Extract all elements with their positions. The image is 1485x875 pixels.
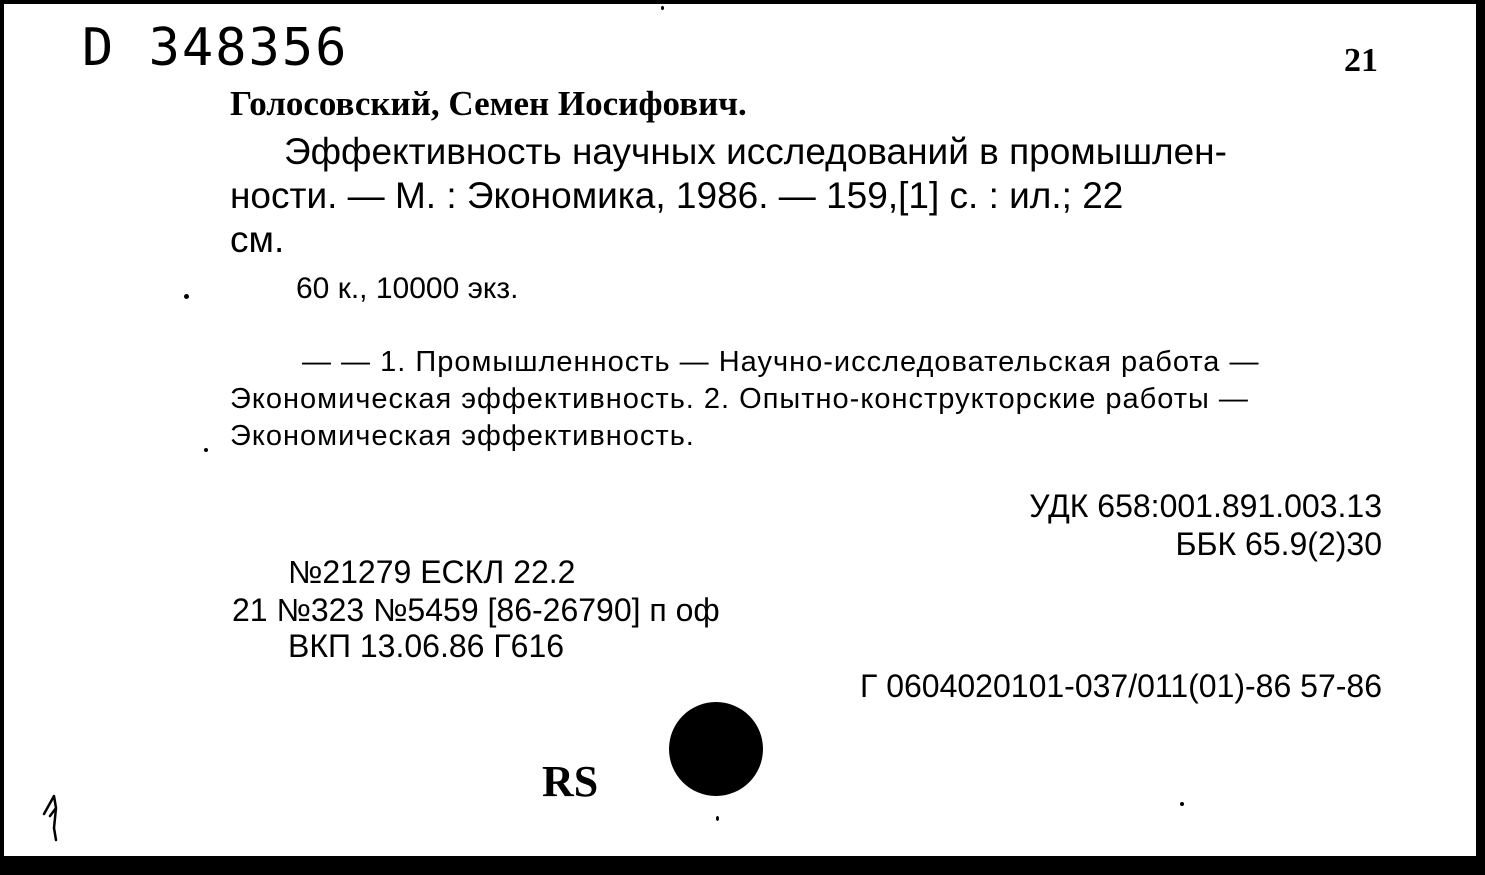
author-heading: Голосовский, Семен Иосифович. xyxy=(230,84,747,123)
handwritten-mark xyxy=(38,788,74,842)
title-line-2: ности. — М. : Экономика, 1986. — 159,[1] с. : ил.; 22 xyxy=(230,175,1124,216)
subject-headings xyxy=(230,344,1396,455)
subject-line-2: Экономическая эффективность. 2. Опытно-конструкторские работы — xyxy=(230,383,1249,415)
punch-hole xyxy=(669,702,763,796)
price-and-print-run: 60 к., 10000 экз. xyxy=(296,272,519,305)
bbk-classification: ББК 65.9(2)30 xyxy=(1175,526,1382,562)
title-line-1: Эффективность научных исследований в промышлен- xyxy=(284,131,1227,172)
title-description xyxy=(230,130,1396,262)
registration-line-3: ВКП 13.06.86 Г616 xyxy=(288,628,565,664)
registration-line-1: №21279 ЕСКЛ 22.2 xyxy=(288,554,576,590)
card-number: 21 xyxy=(1344,42,1378,79)
scan-edge-right xyxy=(1476,0,1485,875)
rs-stamp: RS xyxy=(542,757,599,806)
catalog-card xyxy=(4,4,1476,856)
dust-speck xyxy=(716,816,719,821)
subject-line-1: — — 1. Промышленность — Научно-исследовательская работа — xyxy=(302,346,1260,378)
title-line-3: см. xyxy=(230,219,285,260)
call-number: D 348356 xyxy=(82,18,349,78)
dust-speck xyxy=(204,448,208,452)
udk-classification: УДК 658:001.891.003.13 xyxy=(1029,488,1382,524)
subject-line-3: Экономическая эффективность. xyxy=(230,420,695,452)
publisher-code: Г 0604020101-037/011(01)-86 57-86 xyxy=(859,668,1382,704)
registration-line-2: 21 №323 №5459 [86-26790] п оф xyxy=(232,592,720,628)
dust-speck xyxy=(184,294,189,299)
dust-speck xyxy=(1180,802,1184,806)
scan-edge-bottom xyxy=(0,856,1485,875)
dust-speck xyxy=(661,6,664,10)
